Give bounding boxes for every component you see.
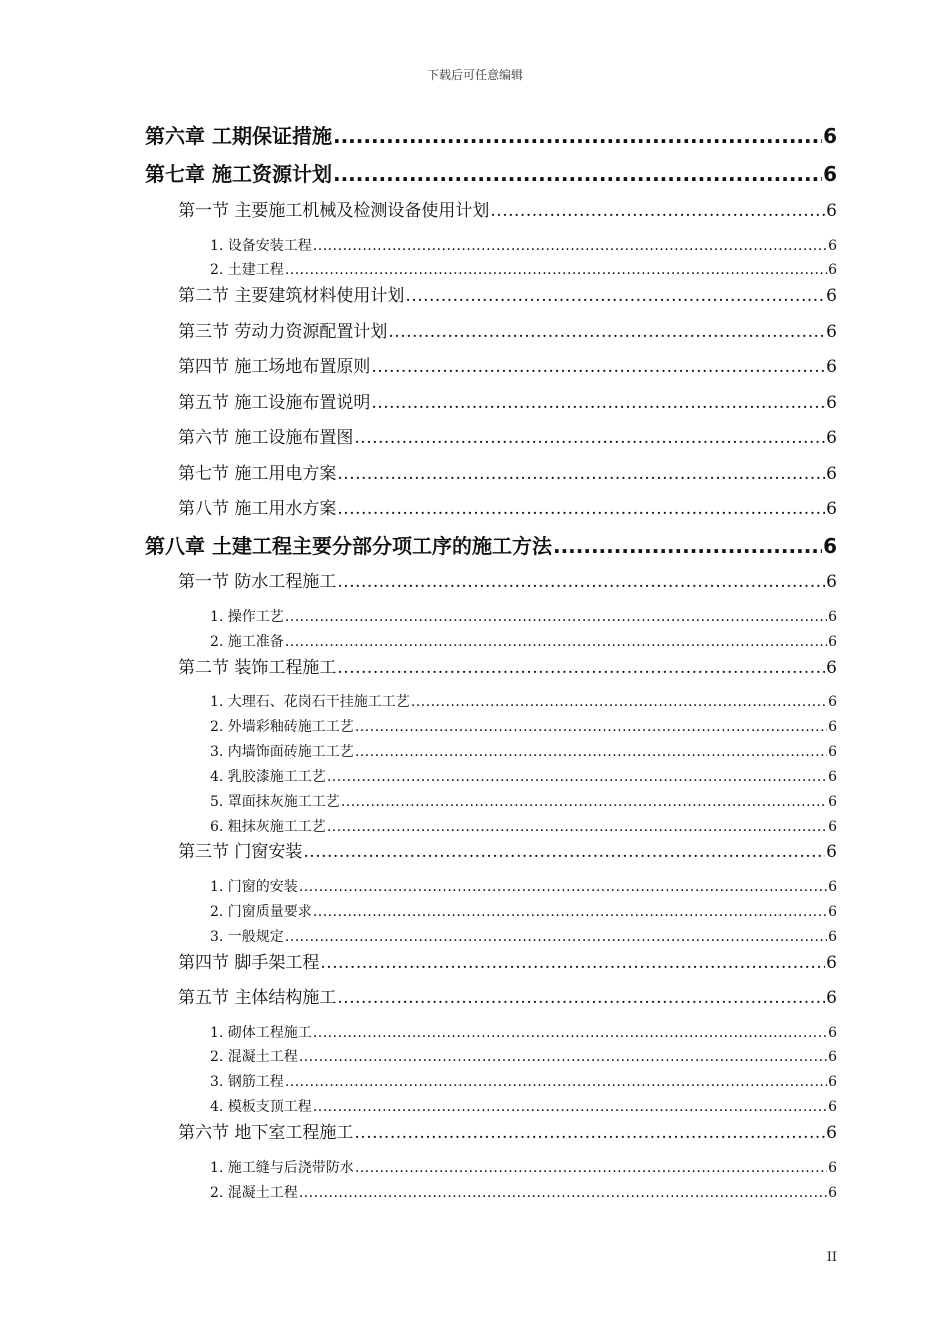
toc-page-number: 6 <box>828 769 837 785</box>
dot-leader <box>355 1161 827 1175</box>
dot-leader <box>341 795 827 809</box>
dot-leader <box>354 1125 825 1142</box>
toc-item[interactable] <box>210 239 837 253</box>
toc-item[interactable] <box>210 610 837 624</box>
dot-leader <box>313 905 827 919</box>
toc-page-number: 6 <box>826 428 837 448</box>
toc-page-number: 6 <box>828 1049 837 1065</box>
toc-item[interactable] <box>210 930 837 944</box>
toc-page-number: 6 <box>828 1160 837 1176</box>
dot-leader <box>355 745 827 759</box>
toc-entry-title: 4. 模板支顶工程 <box>210 1099 312 1115</box>
toc-entry-title: 2. 门窗质量要求 <box>210 904 312 920</box>
toc-item[interactable] <box>210 720 837 734</box>
toc-entry-title: 1. 门窗的安装 <box>210 879 298 895</box>
toc-section[interactable] <box>178 501 837 518</box>
toc-entry-title: 1. 施工缝与后浇带防水 <box>210 1160 354 1176</box>
toc-page-number: 6 <box>828 1025 837 1041</box>
toc-entry-title: 第六章 工期保证措施 <box>145 124 332 148</box>
toc-entry-title: 第二节 主要建筑材料使用计划 <box>178 286 405 306</box>
toc-section[interactable] <box>178 395 837 412</box>
toc-entry-title: 6. 粗抹灰施工工艺 <box>210 819 326 835</box>
toc-entry-title: 第三节 劳动力资源配置计划 <box>178 322 388 342</box>
toc-page-number: 6 <box>828 1074 837 1090</box>
toc-section[interactable] <box>178 1125 837 1142</box>
toc-chapter[interactable] <box>145 164 837 184</box>
dot-leader <box>303 844 825 861</box>
toc-entry-title: 2. 土建工程 <box>210 262 284 278</box>
toc-chapter[interactable] <box>145 536 837 556</box>
dot-leader <box>320 955 825 972</box>
dot-leader <box>327 770 827 784</box>
toc-entry-title: 1. 砌体工程施工 <box>210 1025 312 1041</box>
dot-leader <box>285 635 827 649</box>
toc-page-number: 6 <box>828 1099 837 1115</box>
toc-item[interactable] <box>210 1100 837 1114</box>
toc-item[interactable] <box>210 695 837 709</box>
toc-section[interactable] <box>178 990 837 1007</box>
dot-leader <box>299 1186 827 1200</box>
toc-entry-title: 第八节 施工用水方案 <box>178 499 337 519</box>
toc-page-number: 6 <box>828 719 837 735</box>
toc-entry-title: 3. 钢筋工程 <box>210 1074 284 1090</box>
dot-leader <box>313 1100 827 1114</box>
toc-entry-title: 5. 罩面抹灰施工工艺 <box>210 794 340 810</box>
toc-page-number: 6 <box>828 609 837 625</box>
toc-page-number: 6 <box>826 842 837 862</box>
dot-leader <box>337 990 825 1007</box>
toc-section[interactable] <box>178 203 837 220</box>
toc-page-number: 6 <box>826 393 837 413</box>
toc-item[interactable] <box>210 263 837 277</box>
toc-page-number: 6 <box>826 464 837 484</box>
dot-leader <box>337 466 825 483</box>
toc-entry-title: 2. 混凝土工程 <box>210 1049 298 1065</box>
toc-page-number: 6 <box>823 124 837 148</box>
toc-page-number: 6 <box>826 953 837 973</box>
toc-item[interactable] <box>210 795 837 809</box>
page-header: 下载后可任意编辑 <box>426 68 523 82</box>
toc-page-number: 6 <box>828 794 837 810</box>
toc-item[interactable] <box>210 745 837 759</box>
toc-page-number: 6 <box>826 572 837 592</box>
toc-entry-title: 3. 一般规定 <box>210 929 284 945</box>
toc-entry-title: 第七节 施工用电方案 <box>178 464 337 484</box>
toc-page-number: 6 <box>828 634 837 650</box>
dot-leader <box>285 1075 827 1089</box>
toc-entry-title: 第八章 土建工程主要分部分项工序的施工方法 <box>145 534 552 558</box>
toc-page-number: 6 <box>826 499 837 519</box>
toc-item[interactable] <box>210 1161 837 1175</box>
toc-page-number: 6 <box>828 904 837 920</box>
toc-entry-title: 第六节 地下室工程施工 <box>178 1123 354 1143</box>
toc-entry-title: 第五节 施工设施布置说明 <box>178 393 371 413</box>
dot-leader <box>333 126 822 146</box>
dot-leader <box>553 536 822 556</box>
toc-page-number: 6 <box>823 162 837 186</box>
toc-page-number: 6 <box>826 658 837 678</box>
dot-leader <box>333 164 822 184</box>
toc-entry-title: 第六节 施工设施布置图 <box>178 428 354 448</box>
page-number: II <box>826 1250 837 1265</box>
toc-page-number: 6 <box>828 929 837 945</box>
toc-page-number: 6 <box>828 1185 837 1201</box>
toc-item[interactable] <box>210 905 837 919</box>
toc-entry-title: 第一节 主要施工机械及检测设备使用计划 <box>178 201 490 221</box>
dot-leader <box>337 660 825 677</box>
dot-leader <box>405 288 825 305</box>
toc-chapter[interactable] <box>145 126 837 146</box>
dot-leader <box>285 930 827 944</box>
toc-page-number: 6 <box>826 322 837 342</box>
dot-leader <box>337 574 825 591</box>
toc-item[interactable] <box>210 1026 837 1040</box>
dot-leader <box>313 239 827 253</box>
toc-section[interactable] <box>178 359 837 376</box>
toc-page-number: 6 <box>826 988 837 1008</box>
dot-leader <box>337 501 825 518</box>
dot-leader <box>299 880 827 894</box>
dot-leader <box>327 820 827 834</box>
toc-page-number: 6 <box>828 819 837 835</box>
toc-entry-title: 1. 大理石、花岗石干挂施工工艺 <box>210 694 410 710</box>
dot-leader <box>354 430 825 447</box>
toc-page-number: 6 <box>826 286 837 306</box>
toc-item[interactable] <box>210 1075 837 1089</box>
toc-page-number: 6 <box>823 534 837 558</box>
dot-leader <box>355 720 827 734</box>
toc-entry-title: 第四节 脚手架工程 <box>178 953 320 973</box>
toc-entry-title: 第四节 施工场地布置原则 <box>178 357 371 377</box>
toc-entry-title: 2. 混凝土工程 <box>210 1185 298 1201</box>
toc-page-number: 6 <box>828 879 837 895</box>
toc-page-number: 6 <box>826 357 837 377</box>
toc-page-number: 6 <box>826 201 837 221</box>
toc-entry-title: 1. 设备安装工程 <box>210 238 312 254</box>
dot-leader <box>490 203 825 220</box>
toc-entry-title: 第七章 施工资源计划 <box>145 162 332 186</box>
toc-section[interactable] <box>178 955 837 972</box>
toc-section[interactable] <box>178 574 837 591</box>
toc-item[interactable] <box>210 820 837 834</box>
toc-page-number: 6 <box>828 694 837 710</box>
toc-entry-title: 第一节 防水工程施工 <box>178 572 337 592</box>
toc-section[interactable] <box>178 466 837 483</box>
toc-section[interactable] <box>178 430 837 447</box>
toc-entry-title: 第二节 装饰工程施工 <box>178 658 337 678</box>
toc-entry-title: 2. 施工准备 <box>210 634 284 650</box>
toc-item[interactable] <box>210 635 837 649</box>
toc-item[interactable] <box>210 1186 837 1200</box>
dot-leader <box>371 359 825 376</box>
toc-page-number: 6 <box>828 262 837 278</box>
toc-page-number: 6 <box>828 744 837 760</box>
dot-leader <box>411 695 827 709</box>
toc-entry-title: 3. 内墙饰面砖施工工艺 <box>210 744 354 760</box>
toc-page-number: 6 <box>828 238 837 254</box>
toc-item[interactable] <box>210 880 837 894</box>
toc-page-number: 6 <box>826 1123 837 1143</box>
dot-leader <box>388 324 825 341</box>
toc-section[interactable] <box>178 660 837 677</box>
toc-entry-title: 4. 乳胶漆施工工艺 <box>210 769 326 785</box>
toc-section[interactable] <box>178 844 837 861</box>
dot-leader <box>313 1026 827 1040</box>
toc-item[interactable] <box>210 1050 837 1064</box>
dot-leader <box>371 395 825 412</box>
toc-entry-title: 第三节 门窗安装 <box>178 842 303 862</box>
toc-entry-title: 第五节 主体结构施工 <box>178 988 337 1008</box>
toc-item[interactable] <box>210 770 837 784</box>
toc-entry-title: 2. 外墙彩釉砖施工工艺 <box>210 719 354 735</box>
toc-entry-title: 1. 操作工艺 <box>210 609 284 625</box>
toc-section[interactable] <box>178 288 837 305</box>
dot-leader <box>285 263 827 277</box>
toc-section[interactable] <box>178 324 837 341</box>
dot-leader <box>299 1050 827 1064</box>
dot-leader <box>285 610 827 624</box>
